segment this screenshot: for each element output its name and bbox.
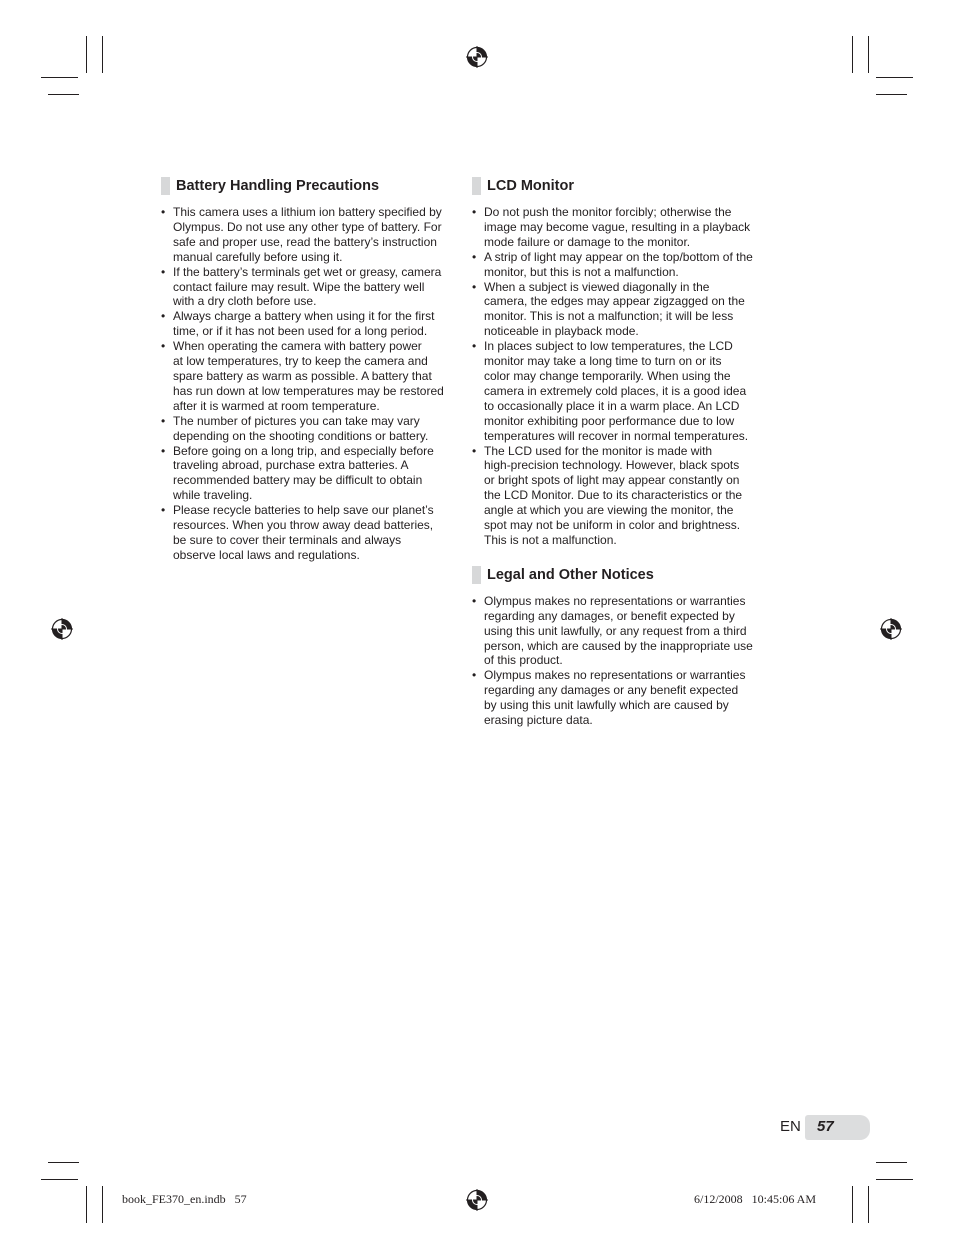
list-item-line: Before going on a long trip, and especially before <box>173 443 434 458</box>
list-item-line: or bright spots of light may appear constantly on <box>484 473 740 488</box>
crop-mark <box>876 1179 913 1180</box>
list-item-line: be sure to cover their terminals and always <box>173 532 402 547</box>
list-item-line: traveling abroad, purchase extra batteries. A <box>173 458 409 473</box>
bullet-icon: • <box>161 205 166 219</box>
list-item-line: regarding any damages or any benefit expected <box>484 683 739 698</box>
bullet-icon: • <box>161 264 166 279</box>
list-item-line: erasing picture data. <box>484 713 593 728</box>
bullet-icon: • <box>161 503 166 518</box>
section-marker <box>472 177 481 195</box>
legal-list <box>472 594 772 728</box>
footer-file-name: book_FE370_en.indb 57 <box>122 1192 247 1206</box>
language-label: EN <box>780 1118 801 1135</box>
list-item-line: image may become vague, resulting in a playback <box>484 219 751 234</box>
list-item-line: after it is warmed at room temperature. <box>173 398 380 413</box>
registration-mark-icon <box>466 1189 488 1211</box>
section-marker <box>472 566 481 584</box>
list-item-line: the LCD Monitor. Due to its characteristics or the <box>484 488 743 503</box>
registration-mark-icon <box>51 618 73 640</box>
list-item <box>161 503 461 563</box>
registration-mark-icon <box>880 618 902 640</box>
registration-mark-icon <box>466 46 488 68</box>
list-item-line: person, which are caused by the inappropriate use <box>484 638 753 653</box>
list-item <box>472 280 772 340</box>
list-item-line: monitor, but this is not a malfunction. <box>484 264 679 279</box>
page-number-box <box>805 1115 870 1140</box>
list-item-line: to occasionally place it in a warm place. An LCD <box>484 398 740 413</box>
left-column <box>161 176 461 563</box>
crop-mark <box>876 1162 907 1163</box>
list-item-line: with a dry cloth before use. <box>173 294 317 309</box>
crop-mark <box>868 1186 869 1223</box>
list-item-line: Olympus makes no representations or warranties <box>484 593 746 608</box>
right-column <box>472 176 772 728</box>
bullet-icon: • <box>161 309 166 324</box>
list-item-line: camera, the edges may appear zigzagged on the <box>484 294 745 309</box>
list-item-line: using this unit lawfully, or any request from a third <box>484 623 747 638</box>
battery-section-title <box>161 176 461 196</box>
list-item-line: contact failure may result. Wipe the battery well <box>173 279 425 294</box>
footer-datetime: 6/12/2008 10:45:06 AM <box>694 1192 817 1206</box>
bullet-icon: • <box>472 668 477 683</box>
list-item-line: Olympus makes no representations or warranties <box>484 668 746 683</box>
list-item <box>161 339 461 414</box>
list-item-line: angle at which you are viewing the monitor, the <box>484 503 734 518</box>
battery-list <box>161 205 461 563</box>
section-gap <box>472 548 772 565</box>
bullet-icon: • <box>161 443 166 458</box>
crop-mark <box>876 77 913 78</box>
list-item-line: at low temperatures, try to keep the camera and <box>173 354 428 369</box>
list-item-line: of this product. <box>484 653 563 668</box>
list-item-line: Do not push the monitor forcibly; otherwise the <box>484 205 732 219</box>
list-item-line: depending on the shooting conditions or battery. <box>173 428 429 443</box>
list-item-line: manual carefully before using it. <box>173 249 343 264</box>
list-item <box>161 309 461 339</box>
lcd-section-title <box>472 176 772 196</box>
list-item-line: When a subject is viewed diagonally in the <box>484 279 710 294</box>
list-item-line: spot may not be uniform in color and brightness. <box>484 518 741 533</box>
list-item-line: noticeable in playback mode. <box>484 324 639 339</box>
lcd-section-title-text: LCD Monitor <box>487 178 574 194</box>
list-item <box>472 668 772 728</box>
bullet-icon: • <box>472 339 477 354</box>
list-item-line: A strip of light may appear on the top/bottom of the <box>484 249 753 264</box>
list-item-line: camera in extremely cold places, it is a good idea <box>484 383 747 398</box>
crop-mark <box>852 36 853 73</box>
page-number: 57 <box>817 1118 834 1135</box>
list-item <box>161 444 461 504</box>
list-item <box>472 594 772 669</box>
crop-mark <box>41 1179 78 1180</box>
list-item-line: The LCD used for the monitor is made with <box>484 443 713 458</box>
list-item-line: The number of pictures you can take may vary <box>173 413 420 428</box>
list-item-line: safe and proper use, read the battery’s instruction <box>173 234 437 249</box>
list-item-line: monitor may take a long time to turn on or its <box>484 354 722 369</box>
crop-mark <box>868 36 869 73</box>
bullet-icon: • <box>161 413 166 428</box>
section-marker <box>161 177 170 195</box>
list-item-line: temperatures will recover in normal temperatures. <box>484 428 749 443</box>
crop-mark <box>48 1162 79 1163</box>
list-item-line: has run down at low temperatures may be restored <box>173 383 444 398</box>
list-item-line: observe local laws and regulations. <box>173 547 360 562</box>
list-item <box>472 250 772 280</box>
bullet-icon: • <box>472 279 477 294</box>
crop-mark <box>41 77 78 78</box>
list-item-line: Olympus. Do not use any other type of battery. For <box>173 219 442 234</box>
crop-mark <box>852 1186 853 1223</box>
crop-mark <box>48 94 79 95</box>
list-item-line: resources. When you throw away dead batteries, <box>173 518 434 533</box>
list-item-line: In places subject to low temperatures, the LCD <box>484 339 733 354</box>
bullet-icon: • <box>472 205 477 219</box>
list-item-line: spare battery as warm as possible. A battery that <box>173 368 432 383</box>
list-item-line: color may change temporarily. When using the <box>484 368 731 383</box>
list-item-line: Please recycle batteries to help save our planet’s <box>173 503 434 518</box>
bullet-icon: • <box>472 249 477 264</box>
list-item-line: monitor. This is not a malfunction; it will be less <box>484 309 734 324</box>
crop-mark <box>102 36 103 73</box>
crop-mark <box>102 1186 103 1223</box>
list-item-line: recommended battery may be difficult to obtain <box>173 473 423 488</box>
bullet-icon: • <box>472 443 477 458</box>
list-item-line: high-precision technology. However, black spots <box>484 458 740 473</box>
lcd-list <box>472 205 772 548</box>
list-item-line: Always charge a battery when using it for the first <box>173 309 435 324</box>
list-item-line: time, or if it has not been used for a long period. <box>173 324 428 339</box>
bullet-icon: • <box>472 593 477 608</box>
list-item-line: by using this unit lawfully which are caused by <box>484 698 729 713</box>
bullet-icon: • <box>161 339 166 354</box>
list-item <box>472 339 772 443</box>
list-item-line: If the battery’s terminals get wet or greasy, camera <box>173 264 442 279</box>
list-item-line: monitor exhibiting poor performance due to low <box>484 413 735 428</box>
crop-mark <box>86 1186 87 1223</box>
legal-section-title <box>472 565 772 585</box>
list-item <box>472 205 772 250</box>
crop-mark <box>876 94 907 95</box>
list-item-line: regarding any damages, or benefit expected by <box>484 608 735 623</box>
list-item-line: mode failure or damage to the monitor. <box>484 234 691 249</box>
list-item <box>472 444 772 548</box>
list-item <box>161 205 461 265</box>
list-item-line: This camera uses a lithium ion battery specified by <box>173 205 442 219</box>
list-item <box>161 265 461 310</box>
crop-mark <box>86 36 87 73</box>
list-item-line: This is not a malfunction. <box>484 532 617 547</box>
battery-section-title-text: Battery Handling Precautions <box>176 178 380 194</box>
list-item-line: while traveling. <box>173 488 253 503</box>
list-item-line: When operating the camera with battery power <box>173 339 422 354</box>
list-item <box>161 414 461 444</box>
legal-section-title-text: Legal and Other Notices <box>487 566 654 583</box>
